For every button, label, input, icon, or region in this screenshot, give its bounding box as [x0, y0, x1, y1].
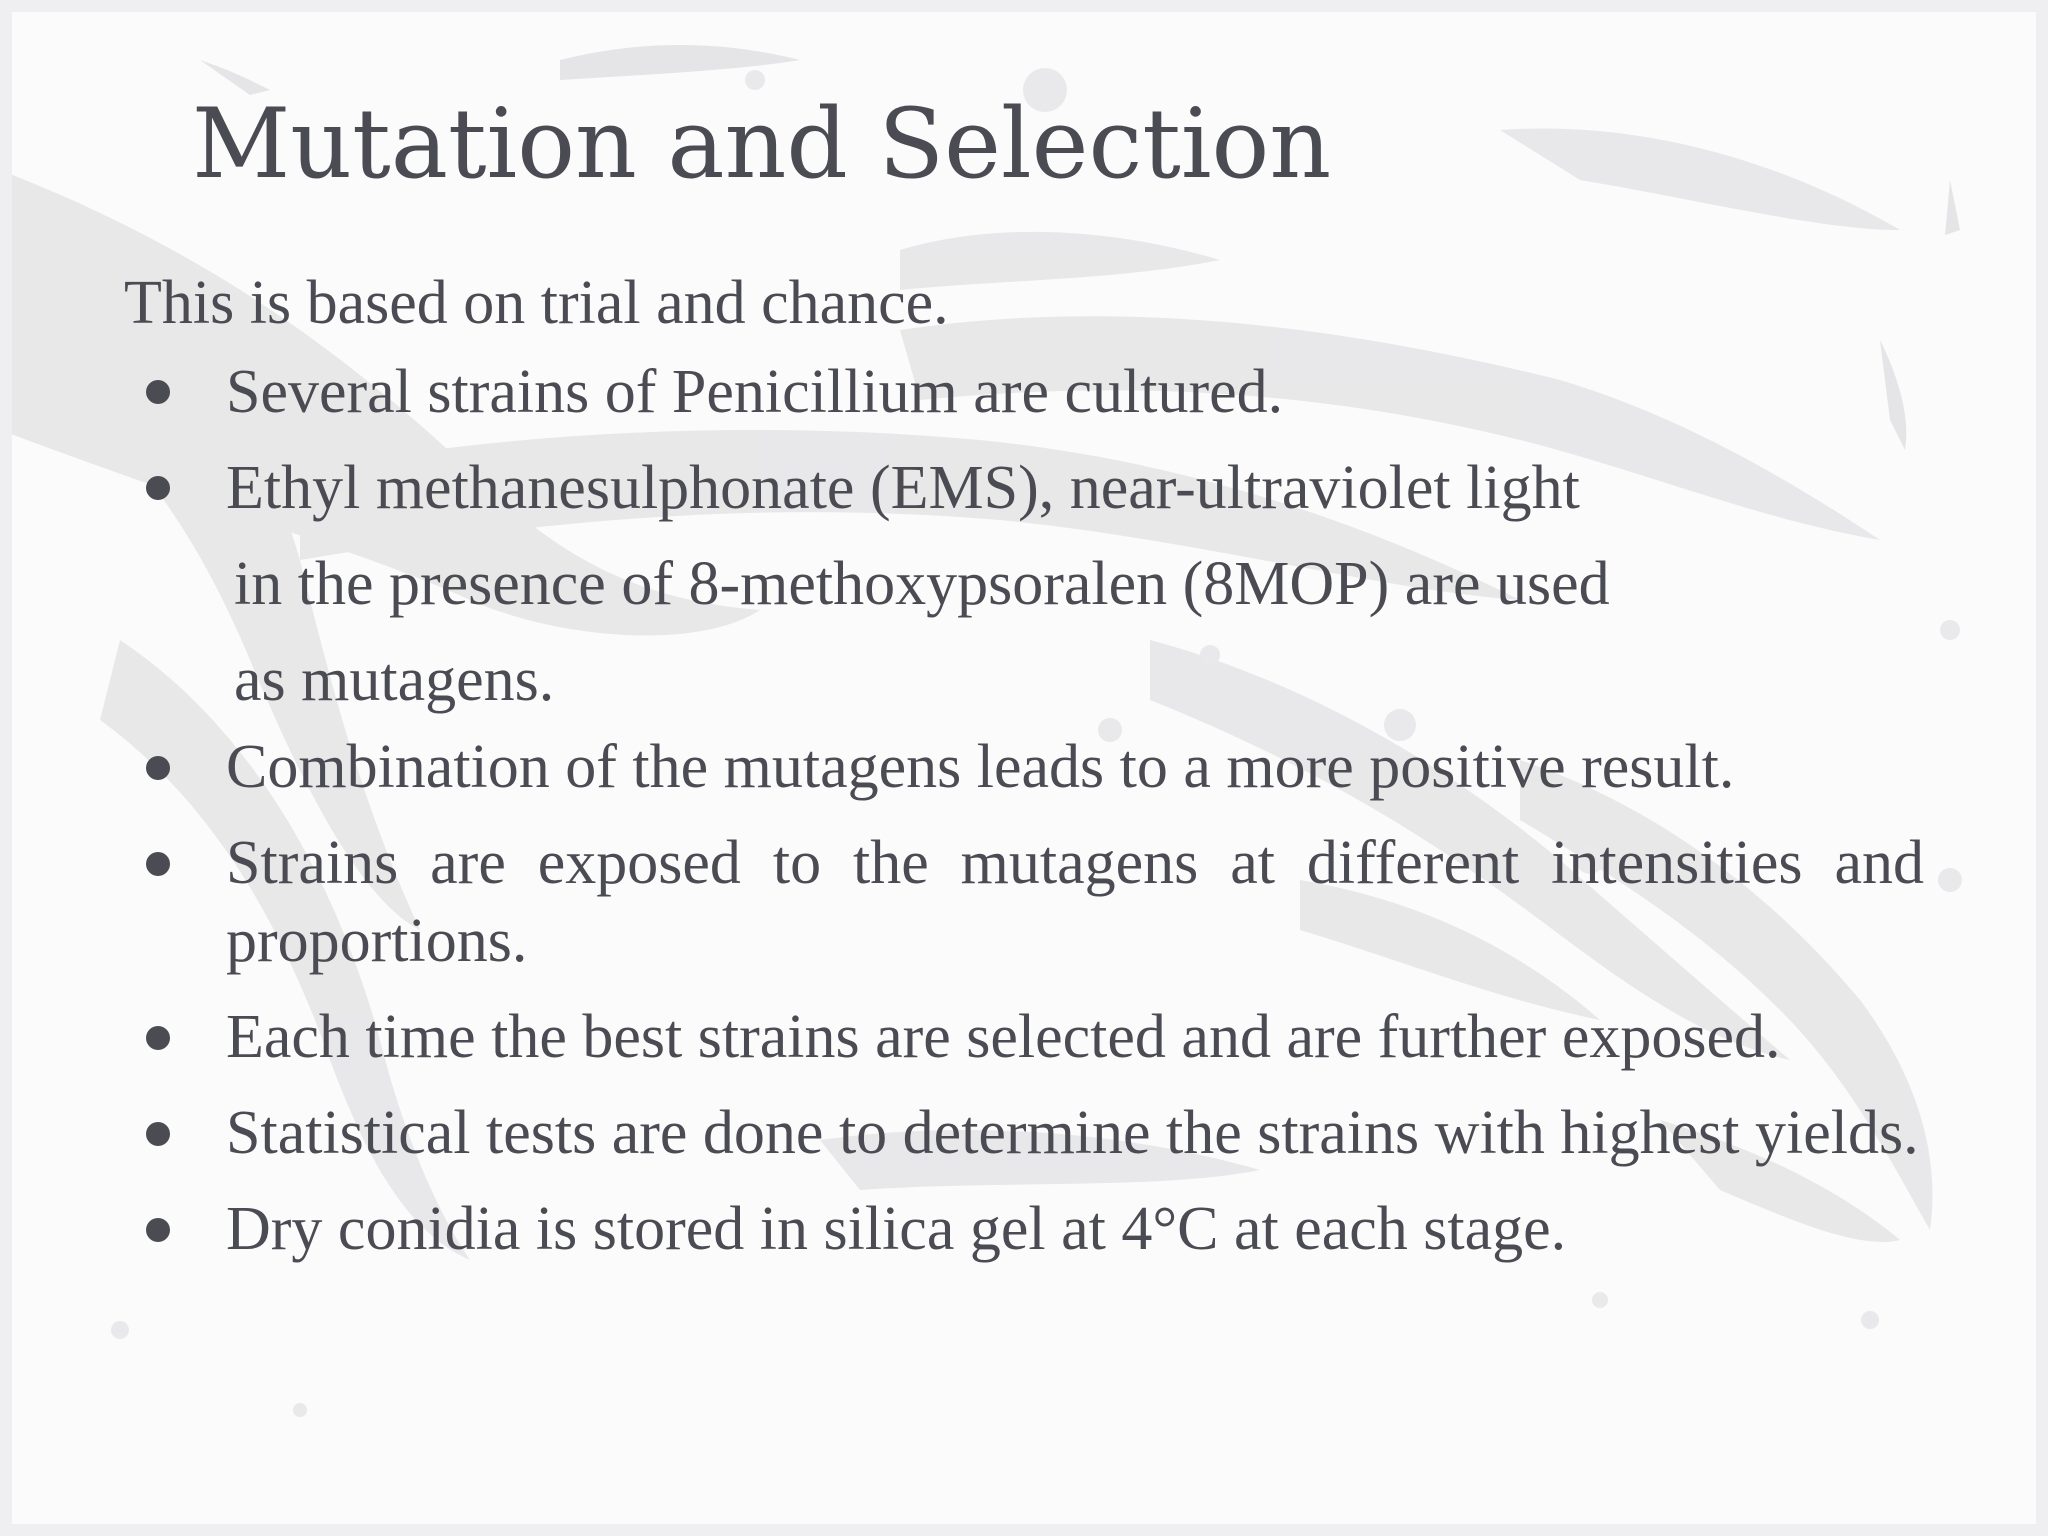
bullet-text: Combination of the mutagens leads to a more positive result. — [226, 733, 1735, 801]
bullet-item-mutagens — [124, 440, 1924, 728]
bullet-item-storage — [124, 1190, 1924, 1268]
bullet-item-cultured — [124, 344, 1924, 440]
bullet-text: Dry conidia is stored in silica gel at 4°C at each stage. — [226, 1195, 1567, 1263]
bullet-item-exposure — [124, 824, 1924, 980]
bullet-item-statistics — [124, 1094, 1924, 1172]
slide-title: Mutation and Selection — [192, 88, 1332, 200]
bullet-dot-icon — [146, 476, 170, 500]
bullet-text: Several strains of Penicillium are cultured. — [226, 358, 1284, 426]
bullet-dot-icon — [146, 756, 170, 780]
bullet-list — [124, 344, 1924, 1268]
bullet-text: Statistical tests are done to determine the strains with highest yields. — [226, 1099, 1919, 1167]
bullet-text-line-2: in the presence of 8-methoxypsoralen (8MOP) are used — [234, 550, 1610, 618]
bullet-dot-icon — [146, 1218, 170, 1242]
bullet-dot-icon — [146, 380, 170, 404]
intro-text: This is based on trial and chance. — [124, 269, 949, 337]
bullet-text: Each time the best strains are selected and are further exposed. — [226, 1003, 1781, 1071]
bullet-dot-icon — [146, 852, 170, 876]
bullet-text-line-1: Ethyl methanesulphonate (EMS), near-ultraviolet light — [226, 454, 1580, 522]
bullet-item-selection — [124, 998, 1924, 1076]
bullet-dot-icon — [146, 1026, 170, 1050]
bullet-text: Strains are exposed to the mutagens at different intensities and proportions. — [226, 829, 1924, 975]
bullet-item-combination — [124, 728, 1924, 806]
bullet-text-line-3: as mutagens. — [234, 646, 555, 714]
slide-body — [124, 262, 1924, 1268]
bullet-dot-icon — [146, 1122, 170, 1146]
